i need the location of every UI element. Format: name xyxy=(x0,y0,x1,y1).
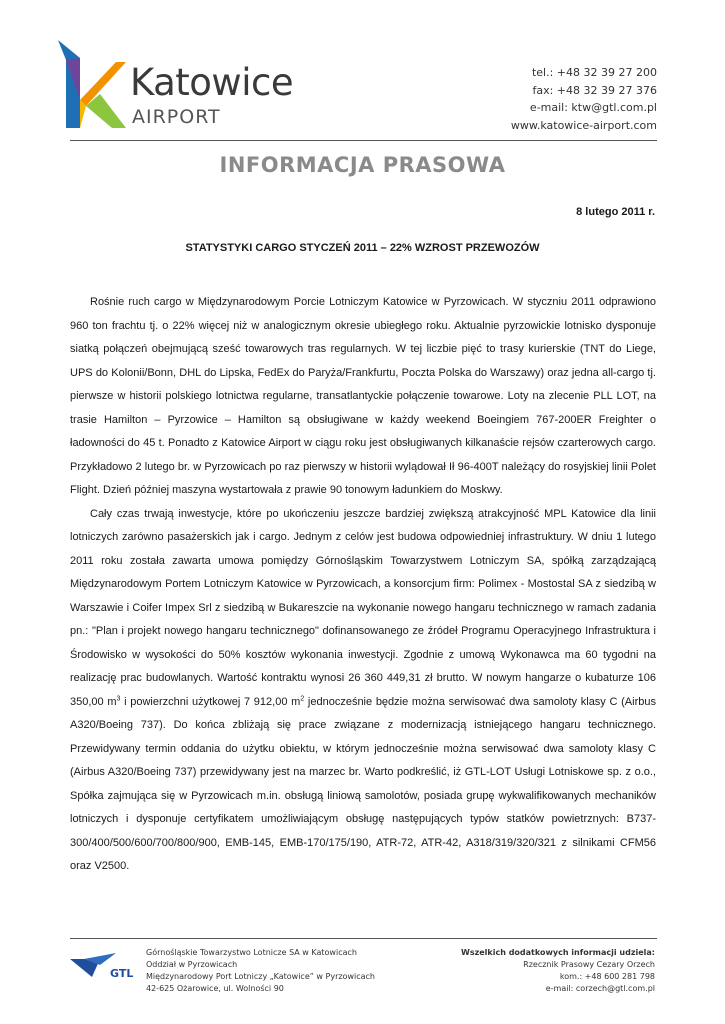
footer-right-line-2: kom.: +48 600 281 798 xyxy=(559,972,655,981)
contact-web: www.katowice-airport.com xyxy=(510,118,657,132)
footer-left-line-4: 42-625 Ożarowice, ul. Wolności 90 xyxy=(146,984,284,993)
header-divider xyxy=(70,140,657,141)
paragraph-2 xyxy=(70,503,656,879)
footer-right-line-3: e-mail: corzech@gtl.com.pl xyxy=(545,984,655,993)
footer-left-line-2: Oddział w Pyrzowicach xyxy=(146,960,238,969)
document-headline: STATYSTYKI CARGO STYCZEŃ 2011 – 22% WZROST PRZEWOZÓW xyxy=(185,242,540,254)
brand-name: Katowice xyxy=(130,61,294,104)
contact-email: e-mail: ktw@gtl.com.pl xyxy=(529,101,657,114)
superscript-3: 3 xyxy=(116,694,121,702)
contact-fax: fax: +48 32 39 27 376 xyxy=(532,83,657,97)
footer-left-line-1: Górnośląskie Towarzystwo Lotnicze SA w Katowicach xyxy=(146,948,357,957)
document-date: 8 lutego 2011 r. xyxy=(576,206,655,218)
footer-divider xyxy=(70,938,657,939)
footer-company-info xyxy=(146,947,375,995)
footer-right-heading: Wszelkich dodatkowych informacji udziela: xyxy=(461,948,655,957)
footer-left-line-3: Międzynarodowy Port Lotniczy „Katowice” w Pyrzowicach xyxy=(146,972,375,981)
gtl-logo-text: GTL xyxy=(110,967,134,980)
contact-block xyxy=(511,64,657,134)
footer-right-line-1: Rzecznik Prasowy Cezary Orzech xyxy=(523,960,655,969)
paragraph-2-part-a: Cały czas trwają inwestycje, które po ukończeniu jeszcze bardziej zwiększą atrakcyjność MPL Katowice dla linii lotniczych zarówno pasażerskich jak i cargo. Jednym z celów jest budowa odpowiedniej infrastruktury. W dniu 1 lutego 2011 roku została zawarta umowa pomiędzy Górnośląskim Towarzystwem Lotniczym SA, spółką zarządzającą Międzynarodowym Portem Lotniczym Katowice w Pyrzowicach, a konsorcjum firm: Polimex - Mostostal SA z siedzibą w Warszawie i Coifer Impex Srl z siedzibą w Bukareszcie na wykonanie nowego hangaru technicznego w ramach zadania pn.: "Plan i projekt nowego hangaru technicznego" dofinansowanego ze źródeł Programu Operacyjnego Infrastruktura i Środowisko w wysokości do 50% kosztów wykonania inwestycji. Zgodnie z umową Wykonawca ma 60 tygodni na realizację prac budowlanych. Wartość kontraktu wynosi 26 360 449,31 zł brutto. W nowym hangarze o kubaturze 106 350,00 m xyxy=(70,507,656,708)
contact-tel: tel.: +48 32 39 27 200 xyxy=(531,66,657,79)
footer-press-contact xyxy=(461,947,655,995)
brand-subtitle: AIRPORT xyxy=(132,106,221,128)
gtl-logo-icon xyxy=(70,951,140,981)
paragraph-2-part-c: jednocześnie będzie można serwisować dwa samoloty klasy C (Airbus A320/Boeing 737). Do końca zbliżają się prace związane z modernizacją istniejącego hangaru technicznego. Przewidywany termin oddania do użytku obiektu, w którym jednocześnie można serwisować dwa samoloty klasy C (Airbus A320/Boeing 737) przewidywany jest na marzec br. Warto podkreślić, iż GTL-LOT Usługi Lotniskowe sp. z o.o., Spółka zajmująca się w Pyrzowicach m.in. obsługą liniową samolotów, posiada grupę wykwalifikowanych mechaników lotniczych i dysponuje certyfikatem umożliwiającym obsługę następujących typów statków powietrznych: B737-300/400/500/600/700/800/900, EMB-145, EMB-170/175/190, ATR-72, ATR-42, A318/319/320/321 z silnikami CFM56 oraz V2500. xyxy=(70,695,656,872)
superscript-2: 2 xyxy=(300,694,305,702)
paragraph-1: Rośnie ruch cargo w Międzynarodowym Porcie Lotniczym Katowice w Pyrzowicach. W styczniu 2011 odprawiono 960 ton frachtu tj. o 22% więcej niż w analogicznym okresie ubiegłego roku. Aktualnie pyrzowickie lotnisko dysponuje siatką połączeń obejmującą sześć towarowych tras regularnych. W tej liczbie pięć to trasy kurierskie (TNT do Liege, UPS do Kolonii/Bonn, DHL do Lipska, FedEx do Paryża/Frankfurtu, Poczta Polska do Warszawy) oraz jedna all-cargo tj. pierwsze w historii polskiego lotnictwa regularne, transatlantyckie połączenie towarowe. Loty na zlecenie PLL LOT, na trasie Hamilton – Pyrzowice – Hamilton są obsługiwane w każdy weekend Boeingiem 767-200ER Freighter o ładowności do 45 t. Ponadto z Katowice Airport w ciągu roku jest obsługiwanych kilkanaście rejsów czarterowych cargo. Przykładowo 2 lutego br. w Pyrzowicach po raz pierwszy w historii wylądował Ił 96-400T należący do rosyjskiej linii Polet Flight. Dzień później maszyna wystartowała z prawie 90 tonowym ładunkiem do Moskwy. xyxy=(70,296,656,496)
document-body xyxy=(70,291,656,879)
press-release-title: INFORMACJA PRASOWA xyxy=(219,153,506,177)
paragraph-2-part-b: i powierzchni użytkowej 7 912,00 m xyxy=(120,695,301,708)
